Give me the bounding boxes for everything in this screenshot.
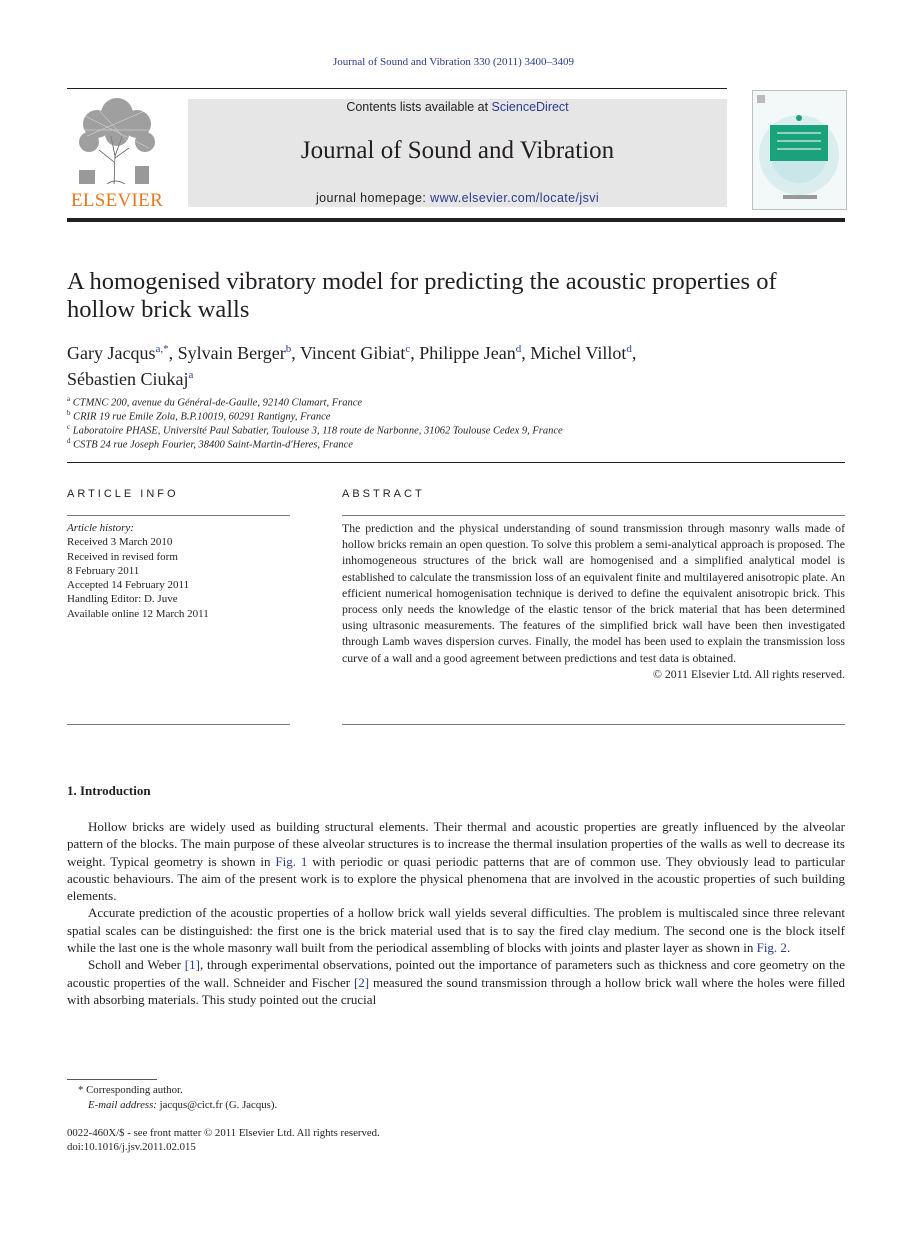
- journal-cover-thumbnail[interactable]: [752, 90, 847, 210]
- contents-prefix: Contents lists available at: [346, 100, 492, 114]
- corresponding-footnote: * Corresponding author.: [78, 1084, 183, 1096]
- intro-body: [67, 818, 845, 1008]
- reference-link[interactable]: [2]: [353, 974, 370, 990]
- homepage-prefix: journal homepage:: [315, 191, 431, 205]
- reference-link[interactable]: [1]: [184, 957, 200, 973]
- author-affil-mark[interactable]: d: [515, 343, 522, 355]
- history-line: Available online 12 March 2011: [67, 607, 209, 620]
- sciencedirect-link[interactable]: ScienceDirect: [491, 100, 569, 114]
- paragraph-text: with periodic or quasi periodic patterns that are of common use. They obviously lead to particular acoustic behaviours. The aim of the present work is to explore the physical phenomena that are involved in the acoustic properties of such building elements.: [67, 853, 846, 904]
- history-line: Received 3 March 2010: [67, 536, 173, 549]
- affiliation-mark: d: [67, 437, 71, 445]
- section-heading: 1. Introduction: [67, 783, 151, 798]
- affiliation-text: CRIR 19 rue Emile Zola, B.P.10019, 60291 Rantigny, France: [73, 411, 331, 423]
- email-label: E-mail address:: [88, 1099, 157, 1111]
- paragraph-text: measured the sound transmission through a hollow brick wall where the holes were filled with absorbing materials. This study pointed out the crucial: [67, 974, 846, 1007]
- author-name[interactable]: Vincent Gibiat: [299, 343, 406, 363]
- author-name[interactable]: Michel Villot: [530, 343, 627, 363]
- article-info-heading: ARTICLE INFO: [67, 488, 179, 500]
- journal-citation[interactable]: Journal of Sound and Vibration 330 (2011) 3400–3409: [332, 56, 574, 68]
- footnote-text: Corresponding author.: [86, 1084, 183, 1096]
- affiliation-text: Laboratoire PHASE, Université Paul Sabatier, Toulouse 3, 118 route de Narbonne, 31062 Toulouse Cedex 9, France: [72, 425, 563, 437]
- history-line: Received in revised form: [67, 550, 178, 563]
- affiliation-mark: a: [67, 395, 71, 403]
- author-list: Gary Jacqus$^{a,*}$, Sylvain Berger$^b$, Vincent Gibiat$^c$, Philippe Jean$^d$, Michel Villot$^d$, Sébastien Ciukaj$^a$: [67, 343, 637, 389]
- affiliation-text: CTMNC 200, avenue du Général-de-Gaulle, 92140 Clamart, France: [72, 397, 363, 409]
- footnote-rule: [67, 1079, 157, 1080]
- affiliation: [67, 434, 353, 453]
- paragraph: [67, 904, 845, 956]
- header-thick-rule: [67, 218, 845, 222]
- divider: [67, 462, 845, 463]
- divider: [342, 515, 845, 516]
- elsevier-tree-logo: [67, 96, 167, 188]
- history-line: Handling Editor: D. Juve: [67, 593, 178, 606]
- author-name[interactable]: Philippe Jean: [419, 343, 516, 363]
- copyright-line: © 2011 Elsevier Ltd. All rights reserved.: [653, 666, 845, 681]
- paragraph: [67, 818, 845, 904]
- paragraph-text: Accurate prediction of the acoustic properties of a hollow brick wall yields several difficulties. The problem is multiscaled since three relevant spatial scales can be distinguished: the first one is the brick material used that is to say the fired clay medium. The second one is the block itself while the last one is the whole masonry wall built from the periodical assembling of blocks with joints and plaster layer as shown in: [67, 905, 845, 956]
- history-label: Article history:: [67, 522, 134, 534]
- paragraph-text: Scholl and Weber: [88, 957, 185, 973]
- affiliation-mark: c: [67, 423, 71, 431]
- journal-title: Journal of Sound and Vibration: [300, 137, 615, 164]
- journal-homepage-line: [188, 191, 727, 205]
- paragraph: [67, 956, 845, 1008]
- email-address[interactable]: jacqus@cict.fr (G. Jacqus).: [156, 1099, 278, 1111]
- doi-line[interactable]: doi:10.1016/j.jsv.2011.02.015: [67, 1141, 196, 1153]
- author-affil-mark[interactable]: a,*: [155, 343, 169, 355]
- figure-link[interactable]: Fig. 2: [756, 940, 787, 956]
- abstract-body: [342, 520, 845, 682]
- article-title: A homogenised vibratory model for predicting the acoustic properties of hollow brick walls: [67, 268, 777, 323]
- author-affil-mark[interactable]: d: [626, 343, 632, 355]
- figure-link[interactable]: Fig. 1: [275, 853, 308, 869]
- history-line: Accepted 14 February 2011: [67, 579, 190, 592]
- divider: [67, 724, 290, 725]
- paragraph-text: , through experimental observations, pointed out the importance of parameters such as thickness and core geometry on the acoustic properties of the wall. Schneider and Fischer: [67, 957, 845, 990]
- contents-line: [188, 100, 727, 114]
- paragraph-text: Hollow bricks are widely used as building structural elements. Their thermal and acoustic properties are greatly influenced by the alveolar pattern of the blocks. The main purpose of these alveolar structures is to increase the thermal insulation properties of the walls as well to decrease its weight. Typical geometry is shown in: [67, 819, 845, 869]
- author-name[interactable]: Gary Jacqus: [67, 343, 156, 363]
- author-name[interactable]: Sylvain Berger: [177, 343, 286, 363]
- author-affil-mark[interactable]: a: [188, 369, 194, 381]
- divider: [67, 515, 290, 516]
- affiliation-text: CSTB 24 rue Joseph Fourier, 38400 Saint-Martin-d'Heres, France: [73, 439, 353, 451]
- abstract-heading: ABSTRACT: [342, 488, 425, 500]
- article-history: [67, 521, 209, 621]
- paragraph-text: .: [786, 940, 791, 956]
- author-affil-mark[interactable]: b: [285, 343, 292, 355]
- homepage-link[interactable]: www.elsevier.com/locate/jsvi: [430, 191, 600, 205]
- author-affil-mark[interactable]: c: [405, 343, 411, 355]
- header-rule: [67, 88, 727, 89]
- affiliation-mark: b: [67, 409, 71, 417]
- email-footnote: [88, 1098, 277, 1113]
- publisher-wordmark: ELSEVIER: [70, 190, 164, 211]
- author-name[interactable]: Sébastien Ciukaj: [67, 369, 189, 389]
- divider: [342, 724, 845, 725]
- abstract-text: The prediction and the physical understanding of sound transmission through masonry walls made of hollow bricks remain an open question. To solve this problem a semi-analytical approach is proposed. The inhomogeneous structures of the brick wall are homogenised and a simplified analytical model is established to calculate the transmission loss of an equivalent finite and multilayered anisotropic plate. An efficient numerical homogenisation technique is derived to define the equivalent anisotropic brick. This process only needs the knowledge of the elastic tensor of the brick material that has been determined using ultrasonic measurements. The features of the simplified brick wall have been then investigated through Lamb waves dispersion curves. Finally, the model has been used to explain the transmission loss curve of a wall and a good agreement between predictions and test data is obtained.: [342, 521, 845, 665]
- issn-line: 0022-460X/$ - see front matter © 2011 Elsevier Ltd. All rights reserved.: [67, 1127, 380, 1139]
- history-line: 8 February 2011: [67, 564, 140, 577]
